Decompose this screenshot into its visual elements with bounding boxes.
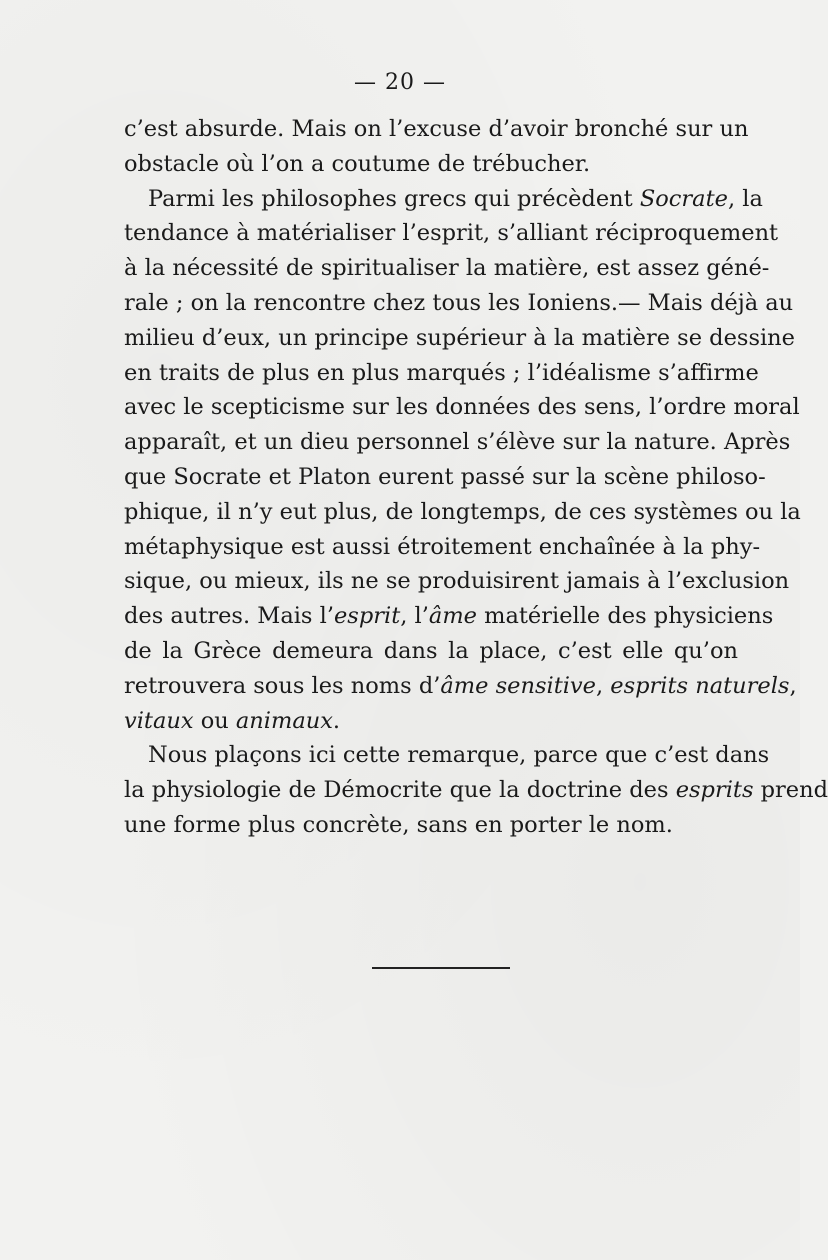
paragraph-3 (124, 738, 828, 842)
line-2-7: avec le scepticisme sur les données des sens, l’ordre moral (124, 394, 800, 421)
line-2-9: que Socrate et Platon eurent passé sur la scène philoso- (124, 463, 766, 490)
line-2-11: métaphysique est aussi étroitement enchaînée à la phy- (124, 533, 761, 560)
line-2-5: milieu d’eux, un principe supérieur à la matière se dessine (124, 324, 795, 351)
page-number: — 20 — (354, 70, 446, 95)
line-2-14: de la Grèce demeura dans la place, c’est elle qu’on (124, 637, 738, 664)
line-2-4: rale ; on la rencontre chez tous les Ioniens.— Mais déjà au (124, 289, 794, 316)
line-1-1: c’est absurde. Mais on l’excuse d’avoir bronché sur un (124, 116, 749, 142)
line-1-2: obstacle où l’on a coutume de trébucher. (124, 150, 591, 177)
line-3-3: une forme plus concrète, sans en porter le nom. (124, 811, 673, 838)
line-2-8: apparaît, et un dieu personnel s’élève sur la nature. Après (124, 429, 791, 456)
line-2-13: des autres. Mais l’esprit, l’âme matérielle des physiciens (124, 603, 774, 630)
line-2-16: vitaux ou animaux. (124, 707, 341, 734)
line-2-10: phique, il n’y eut plus, de longtemps, de ces systèmes ou la (124, 498, 801, 525)
body-text (124, 112, 828, 843)
line-2-15: retrouvera sous les noms d’âme sensitive, esprits naturels, (124, 672, 797, 699)
line-3-2: la physiologie de Démocrite que la doctrine des esprits prend (124, 777, 828, 804)
line-2-12: sique, ou mieux, ils ne se produisirent jamais à l’exclusion (124, 568, 790, 595)
section-end-rule (372, 967, 510, 969)
line-2-1: Parmi les philosophes grecs qui précèdent Socrate, la (148, 185, 763, 212)
line-2-3: à la nécessité de spiritualiser la matière, est assez géné- (124, 255, 770, 282)
line-3-1: Nous plaçons ici cette remarque, parce que c’est dans (148, 742, 770, 769)
paragraph-2 (124, 182, 801, 739)
line-2-6: en traits de plus en plus marqués ; l’idéalisme s’affirme (124, 359, 759, 386)
paragraph-1 (124, 112, 749, 182)
line-2-2: tendance à matérialiser l’esprit, s’alliant réciproquement (124, 220, 779, 247)
